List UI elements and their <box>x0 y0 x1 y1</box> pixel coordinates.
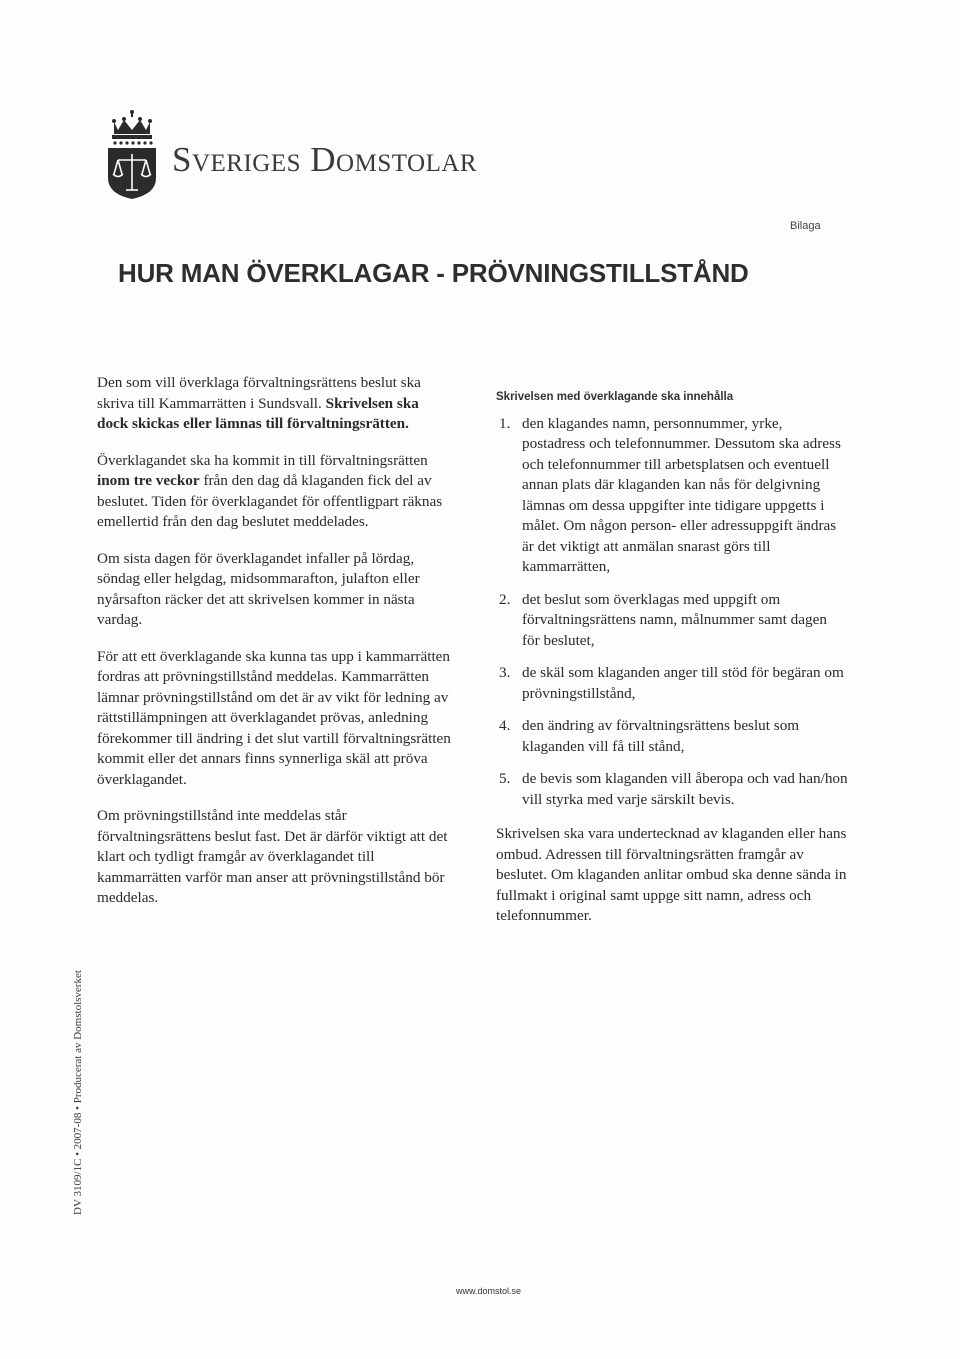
crown-scales-emblem-icon <box>106 108 158 200</box>
right-column <box>496 387 848 943</box>
list-item: 1. den klagandes namn, personnummer, yrke, postadress och telefonnummer. Dessutom ska adress och telefonnummer till arbetsplatsen och eventuell annan plats där klaganden kan nås för delgivning lämnas om dessa uppgifter inte tidigare uppgetts i målet. Om någon person- eller adressuppgift ändras är det viktigt att anmälan snarast görs till kammarrätten, <box>499 414 841 575</box>
paragraph-no-permit: Om prövningstillstånd inte meddelas står förvaltningsrättens beslut fast. Det är därför viktigt att det klart och tydligt framgår av överklagandet till kammarrätten varför man anser att prövningstillstånd bör meddelas. <box>97 807 448 906</box>
list-item: 4. den ändring av förvaltningsrättens beslut som klaganden vill få till stånd, <box>499 717 800 755</box>
footer-url: www.domstol.se <box>456 1286 522 1296</box>
production-note: DV 3109/1C • 2007-08 • Producerat av Domstolsverket <box>72 970 84 1215</box>
brand-name: Sveriges Domstolar <box>172 140 478 179</box>
page-title: HUR MAN ÖVERKLAGAR - PRÖVNINGSTILLSTÅND <box>118 258 749 288</box>
list-item: 5. de bevis som klaganden vill åberopa och vad han/hon vill styrka med varje särskilt bevis. <box>499 770 848 808</box>
requirements-list <box>496 414 848 811</box>
list-item: 3. de skäl som klaganden anger till stöd för begäran om prövningstillstånd, <box>499 664 844 702</box>
send-note-bold: Skrivelsen ska dock skickas eller lämnas till förvaltningsrätten. <box>97 394 419 432</box>
paragraph-weekend-rule: Om sista dagen för överklagandet infaller på lördag, söndag eller helgdag, midsommarafton, julafton eller nyårsafton räcker det att skrivelsen kommer in nästa vardag. <box>97 549 420 628</box>
paragraph-where-to-send: Den som vill överklaga förvaltningsrättens beslut ska skriva till Kammarrätten i Sundsvall. Skrivelsen ska dock skickas eller lämnas till förvaltningsrätten. <box>97 374 421 432</box>
attachment-label: Bilaga <box>790 220 821 232</box>
requirements-heading: Skrivelsen med överklagande ska innehålla <box>496 391 734 403</box>
deadline-bold: inom tre veckor <box>97 472 200 489</box>
paragraph-deadline: Överklagandet ska ha kommit in till förvaltningsrätten inom tre veckor från den dag då klaganden fick del av beslutet. Tiden för överklagandet för offentligpart räknas emellertid från den dag beslutet meddelades. <box>97 451 443 530</box>
left-column <box>97 373 453 925</box>
paragraph-review-permit: För att ett överklagande ska kunna tas upp i kammarrätten fordras att prövningstillstånd meddelas. Kammarrätten lämnar prövningstillstånd om det är av vikt för ledning av rättstillämpningen att överklagandet prövas, anledning förekommer till ändring i det slut vartill förvaltningsrätten kommit eller det annars finns synnerliga skäl att pröva överklagandet. <box>97 647 451 788</box>
list-item: 2. det beslut som överklagas med uppgift om förvaltningsrättens namn, målnummer samt dagen för beslutet, <box>499 590 827 649</box>
paragraph-signature: Skrivelsen ska vara undertecknad av klaganden eller hans ombud. Adressen till förvaltningsrätten framgår av beslutet. Om klaganden anlitar ombud ska denne sända in fullmakt i original samt uppge sitt namn, adress och telefonnummer. <box>496 825 847 924</box>
